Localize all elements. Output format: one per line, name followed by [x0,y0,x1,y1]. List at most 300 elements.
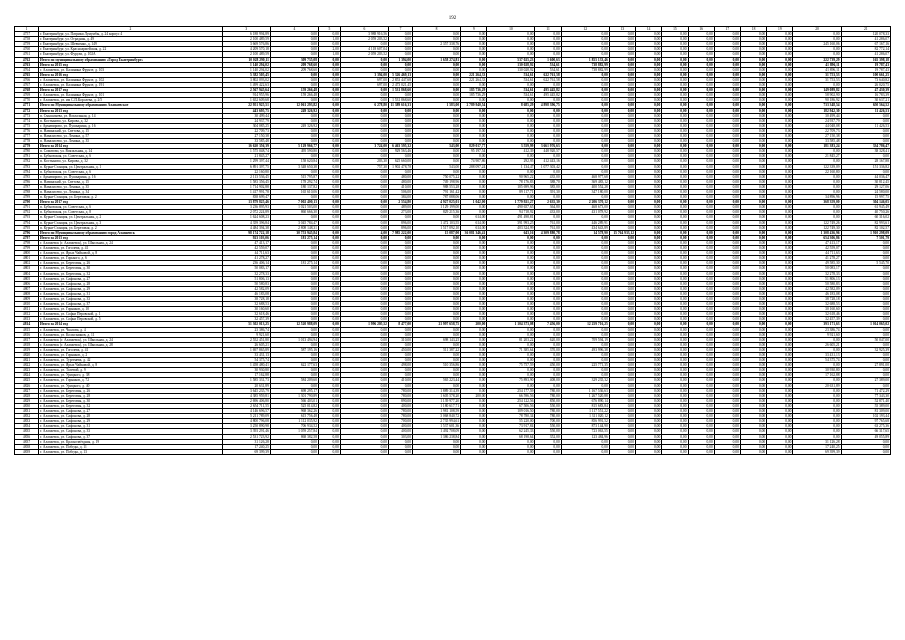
amount-cell: 543,00 [413,144,461,149]
amount-cell: 625 660,00 [388,159,412,164]
amount-cell: 0,00 [740,184,766,189]
address-cell: г. Алапаевск, ул. Сафонова, д. 28 [39,414,223,419]
amount-cell: 30 930,80 [222,368,270,373]
amount-cell: 0,00 [340,235,388,240]
address-cell: г. Алапаевск, ул. Береговая, д. 28 [39,393,223,398]
amount-cell: 0,00 [688,57,714,62]
amount-cell: 0,00 [714,409,740,414]
address-cell: г. Алапаевск, ул. Сафонова, д. 37 [39,434,223,439]
amount-cell: 0,00 [740,342,766,347]
amount-cell: 0,00 [413,128,461,133]
amount-cell: 0,00 [841,169,890,174]
amount-cell: 0,00 [688,419,714,424]
amount-cell: 0,00 [636,215,662,220]
amount-cell: 0,00 [714,378,740,383]
amount-cell: 0,00 [662,67,688,72]
row-number-cell: 4762 [15,57,39,62]
amount-cell: 0,00 [636,266,662,271]
amount-cell: 0,00 [318,403,340,408]
amount-cell: 0,00 [714,190,740,195]
amount-cell: 0,00 [767,47,793,52]
amount-cell: 0,00 [767,220,793,225]
amount-cell: 0,00 [636,347,662,352]
amount-cell: 0,00 [662,409,688,414]
address-cell: п. Соматово, ул. Вокзальная, д. 14 [39,149,223,154]
amount-cell: 32 457,39 [222,317,270,322]
amount-cell: 0,00 [714,342,740,347]
amount-cell: 0,00 [636,169,662,174]
amount-cell: 4 385 959,81 [222,393,270,398]
amount-cell: 1 417 991,78 [222,190,270,195]
amount-cell: 400,00 [388,429,412,434]
amount-cell: 0,00 [461,179,487,184]
amount-cell: 0,00 [662,276,688,281]
amount-cell: 1 140 294,02 [222,67,270,72]
amount-cell: 1 531 868,60 [388,88,412,93]
amount-cell: 0,00 [767,118,793,123]
amount-cell: 0,00 [487,342,535,347]
amount-cell: 0,00 [318,327,340,332]
amount-cell: 0,00 [340,42,388,47]
amount-cell: 0,00 [535,169,561,174]
amount-cell: 0,00 [688,281,714,286]
amount-cell: 0,00 [662,424,688,429]
row-number-cell: 4760 [15,47,39,52]
amount-cell: 0,00 [662,88,688,93]
amount-cell: 0,00 [388,266,412,271]
amount-cell: 0,00 [841,296,890,301]
amount-cell: 0,00 [461,434,487,439]
amount-cell: 0,00 [636,271,662,276]
amount-cell: 27 389,00 [841,378,890,383]
amount-cell: 968 362,26 [270,409,318,414]
row-number-cell: 4809 [15,296,39,301]
amount-cell: 0,00 [270,332,318,337]
amount-cell: 0,00 [535,281,561,286]
amount-cell: 0,00 [318,240,340,245]
amount-cell: 0,00 [413,77,461,82]
address-cell: п. Курьи-Станция, ул. Березовая, д. 2 [39,225,223,230]
amount-cell: 0,00 [688,414,714,419]
amount-cell: 0,00 [609,444,635,449]
amount-cell: 0,00 [561,251,609,256]
row-number-cell: 4829 [15,398,39,403]
amount-cell: 0,00 [561,317,609,322]
amount-cell: 0,00 [688,47,714,52]
amount-cell: 0,00 [714,103,740,108]
amount-cell: 30 930,80 [793,368,841,373]
amount-cell: 0,00 [662,403,688,408]
amount-cell: 0,00 [688,296,714,301]
amount-cell: 5 545,70 [841,261,890,266]
amount-cell: 0,00 [662,103,688,108]
column-number-cell: 16 [688,27,714,32]
amount-cell: 5 211 789,09 [222,414,270,419]
amount-cell: 0,00 [740,190,766,195]
amount-cell: 0,00 [767,205,793,210]
amount-cell: 0,00 [740,322,766,327]
amount-cell: 0,00 [714,373,740,378]
row-number-cell: 4757 [15,32,39,37]
row-number-cell: 4790 [15,200,39,205]
amount-cell: 3 669 576,86 [222,42,270,47]
amount-cell: 780,00 [388,388,412,393]
amount-cell: 0,00 [636,373,662,378]
amount-cell: 185 736,29 [461,93,487,98]
amount-cell: 0,00 [535,215,561,220]
amount-cell: 0,00 [688,449,714,454]
amount-cell: 0,00 [714,291,740,296]
amount-cell: 0,00 [841,439,890,444]
amount-cell: 0,00 [561,215,609,220]
amount-cell: 0,00 [340,439,388,444]
amount-cell: 5 129 966,77 [270,144,318,149]
row-number-cell: 4814 [15,322,39,327]
amount-cell: 0,00 [662,317,688,322]
amount-cell: 0,00 [636,32,662,37]
amount-cell: 3 988 916,56 [340,32,388,37]
amount-cell: 0,00 [688,169,714,174]
amount-cell: 51 806,13 [793,276,841,281]
amount-cell: 443 695,75 [222,108,270,113]
amount-cell: 0,00 [609,261,635,266]
amount-cell: 3 250 890,98 [222,424,270,429]
amount-cell: 0,00 [841,281,890,286]
amount-cell: 0,00 [461,195,487,200]
amount-cell: 0,00 [714,256,740,261]
amount-cell: 0,00 [767,83,793,88]
amount-cell: 0,00 [636,225,662,230]
amount-cell: 0,00 [609,149,635,154]
column-number-cell: 1 [15,27,39,32]
amount-cell: 0,00 [714,271,740,276]
amount-cell: 0,00 [636,98,662,103]
amount-cell: 0,00 [388,154,412,159]
amount-cell: 27 150,38 [793,133,841,138]
amount-cell: 0,00 [270,83,318,88]
amount-cell: 0,00 [535,83,561,88]
amount-cell: 0,00 [609,322,635,327]
amount-cell: 1 299 397,44 [222,159,270,164]
amount-cell: 50 580,83 [793,281,841,286]
amount-cell: 0,00 [318,368,340,373]
amount-cell: 0,00 [270,327,318,332]
amount-cell: 31 126,28 [222,439,270,444]
amount-cell: 0,00 [767,286,793,291]
amount-cell: 0,00 [662,179,688,184]
amount-cell: 0,00 [340,429,388,434]
amount-cell: 0,00 [609,373,635,378]
amount-cell: 0,00 [688,93,714,98]
amount-cell: 7 501,79 [841,235,890,240]
amount-cell: 1 112 035,92 [270,419,318,424]
amount-cell: 0,00 [609,266,635,271]
amount-cell: 31 753,53 [793,77,841,82]
amount-cell: 0,00 [714,358,740,363]
amount-cell: 0,00 [318,103,340,108]
amount-cell: 433,00 [535,210,561,215]
amount-cell: 0,00 [318,337,340,342]
amount-cell: 364,80 [535,205,561,210]
amount-cell: 1 910 298,09 [841,230,890,235]
amount-cell: 32 688,53 [793,302,841,307]
amount-cell: 31 126,28 [793,439,841,444]
amount-cell: 400 552,28 [561,184,609,189]
amount-cell: 815 683,84 [561,403,609,408]
amount-cell: 0,00 [318,449,340,454]
data-table [14,26,891,455]
amount-cell: 309 735,08 [270,57,318,62]
amount-cell: 0,00 [767,62,793,67]
amount-cell: 738 882,99 [561,62,609,67]
amount-cell: 0,00 [609,347,635,352]
amount-cell: 0,00 [561,261,609,266]
amount-cell: 0,00 [767,103,793,108]
amount-cell: 0,00 [388,32,412,37]
row-number-cell: 4806 [15,281,39,286]
amount-cell: 0,00 [340,296,388,301]
amount-cell: 0,00 [636,383,662,388]
amount-cell: 0,00 [609,353,635,358]
amount-cell: 0,00 [688,246,714,251]
amount-cell: 27 891,00 [841,363,890,368]
amount-cell: 0,00 [461,347,487,352]
amount-cell: 0,00 [662,444,688,449]
row-number-cell: 4775 [15,123,39,128]
amount-cell: 1 140 294,02 [222,62,270,67]
amount-cell: 0,00 [841,373,890,378]
amount-cell: 0,00 [740,83,766,88]
amount-cell: 0,00 [740,72,766,77]
amount-cell: 0,00 [636,133,662,138]
row-number-cell: 4780 [15,149,39,154]
amount-cell: 0,00 [636,434,662,439]
row-number-cell: 4794 [15,220,39,225]
amount-cell: 0,00 [535,128,561,133]
amount-cell: 0,00 [318,424,340,429]
amount-cell: 0,00 [714,32,740,37]
amount-cell: 22 709,73 [793,128,841,133]
amount-cell: 0,00 [461,332,487,337]
amount-cell: 1 658 274,81 [413,57,461,62]
amount-cell: 0,00 [714,419,740,424]
amount-cell: 0,00 [461,337,487,342]
amount-cell: 0,00 [740,149,766,154]
amount-cell: 489,00 [388,205,412,210]
amount-cell: 0,00 [388,271,412,276]
amount-cell: 0,00 [662,215,688,220]
amount-cell: 0,00 [662,296,688,301]
amount-cell: 0,00 [535,307,561,312]
amount-cell: 0,00 [714,47,740,52]
amount-cell: 0,00 [688,368,714,373]
amount-cell: 0,00 [561,296,609,301]
amount-cell: 0,00 [767,444,793,449]
amount-cell: 0,00 [340,327,388,332]
amount-cell: 0,00 [688,225,714,230]
amount-cell: 0,00 [461,409,487,414]
amount-cell: 0,00 [487,444,535,449]
amount-cell: 0,00 [609,327,635,332]
amount-cell: 0,00 [841,128,890,133]
amount-cell: 97 765,68 [841,419,890,424]
address-cell: г. Екатеринбург, ул. Красноармейская, д. 22 [39,47,223,52]
amount-cell: 0,00 [561,373,609,378]
amount-cell: 1 902 478,78 [388,164,412,169]
amount-cell: 0,00 [740,88,766,93]
amount-cell: 0,00 [714,327,740,332]
amount-cell: 61 945,49 [841,205,890,210]
amount-cell: 0,00 [270,118,318,123]
amount-cell: 0,00 [740,353,766,358]
amount-cell: 0,00 [740,210,766,215]
amount-cell: 209 768,60 [270,62,318,67]
amount-cell: 0,00 [688,261,714,266]
amount-cell: 0,00 [740,368,766,373]
amount-cell: 0,00 [740,388,766,393]
amount-cell: 1 583,00 [413,103,461,108]
row-number-cell: 4769 [15,93,39,98]
amount-cell: 52 871,40 [841,398,890,403]
amount-cell: 0,00 [740,291,766,296]
amount-cell: 0,00 [461,128,487,133]
amount-cell: 0,00 [270,368,318,373]
amount-cell: 12 259 716,25 [561,322,609,327]
amount-cell: 0,00 [461,281,487,286]
amount-cell: 0,00 [714,220,740,225]
amount-cell: 0,00 [662,251,688,256]
amount-cell: 0,00 [487,235,535,240]
amount-cell: 0,00 [318,195,340,200]
amount-cell: 0,00 [662,113,688,118]
amount-cell: 0,00 [461,419,487,424]
amount-cell: 0,00 [388,133,412,138]
amount-cell: 90 965,22 [487,174,535,179]
amount-cell: 0,00 [270,276,318,281]
amount-cell: 1 575 048,74 [222,149,270,154]
amount-cell: 0,00 [688,373,714,378]
amount-cell: 0,00 [688,184,714,189]
amount-cell: 0,00 [688,383,714,388]
amount-cell: 0,00 [841,302,890,307]
row-number-cell: 4798 [15,240,39,245]
amount-cell: 0,00 [636,149,662,154]
amount-cell: 0,00 [487,123,535,128]
amount-cell: 0,00 [487,332,535,337]
amount-cell: 0,00 [714,230,740,235]
amount-cell: 0,00 [270,77,318,82]
amount-cell: 38 728,18 [793,296,841,301]
amount-cell: 393 171,63 [793,322,841,327]
amount-cell: 0,00 [561,149,609,154]
amount-cell: 0,00 [636,419,662,424]
row-number-cell: 4822 [15,363,39,368]
amount-cell: 0,00 [662,72,688,77]
amount-cell: 0,00 [688,286,714,291]
amount-cell: 2 072 224,89 [222,210,270,215]
amount-cell: 0,00 [535,332,561,337]
amount-cell: 0,00 [318,225,340,230]
amount-cell: 0,00 [535,302,561,307]
amount-cell: 750 075,22 [413,174,461,179]
address-cell: г. Алапаевск, ул. Ярых Чайковой, д. 8 [39,363,223,368]
amount-cell: 0,00 [487,296,535,301]
amount-cell: 0,00 [413,93,461,98]
amount-cell: 44 036,47 [841,174,890,179]
amount-cell: 0,00 [714,393,740,398]
amount-cell: 0,00 [662,281,688,286]
amount-cell: 0,00 [714,383,740,388]
amount-cell: 0,00 [767,312,793,317]
amount-cell: 0,00 [662,98,688,103]
amount-cell: 0,00 [340,93,388,98]
amount-cell: 185 736,29 [461,88,487,93]
amount-cell: 0,00 [340,342,388,347]
amount-cell: 11 426,53 [841,123,890,128]
amount-cell: 0,00 [535,37,561,42]
amount-cell: 0,00 [662,200,688,205]
amount-cell: 0,00 [609,393,635,398]
amount-cell: 4 309 880,78 [535,230,561,235]
row-number-cell: 4797 [15,235,39,240]
amount-cell: 0,00 [714,424,740,429]
amount-cell: 0,00 [688,88,714,93]
amount-cell: 0,00 [609,296,635,301]
amount-cell: 0,00 [636,103,662,108]
amount-cell: 0,00 [561,118,609,123]
amount-cell: 67 506,56 [487,403,535,408]
amount-cell: 0,00 [793,215,841,220]
amount-cell: 0,00 [714,266,740,271]
address-cell: Итого за 2014 год [39,322,223,327]
amount-cell: 3 724,00 [340,144,388,149]
amount-cell: 0,00 [340,383,388,388]
amount-cell: 0,00 [793,159,841,164]
amount-cell: 0,00 [318,88,340,93]
amount-cell: 0,00 [767,347,793,352]
amount-cell: 0,00 [413,439,461,444]
amount-cell: 495 445,82 [535,93,561,98]
row-number-cell: 4824 [15,373,39,378]
amount-cell: 0,00 [388,353,412,358]
address-cell: п. Навалисево, ул. Ленина, д. 57 [39,133,223,138]
amount-cell: 0,00 [318,190,340,195]
amount-cell: 0,00 [688,342,714,347]
amount-cell: 0,00 [270,449,318,454]
amount-cell: 654 306,86 [793,235,841,240]
amount-cell: 0,00 [487,98,535,103]
amount-cell: 0,00 [318,149,340,154]
amount-cell: 0,00 [561,286,609,291]
amount-cell: 209 768,60 [270,67,318,72]
amount-cell: 0,00 [270,286,318,291]
amount-cell: 622 761,58 [535,77,561,82]
amount-cell: 0,00 [388,246,412,251]
amount-cell: 0,00 [270,195,318,200]
amount-cell: 60 316,02 [841,215,890,220]
amount-cell: 30 637,21 [841,98,890,103]
amount-cell: 0,00 [609,154,635,159]
amount-cell: 0,00 [487,139,535,144]
amount-cell: 0,00 [270,312,318,317]
amount-cell: 0,00 [609,210,635,215]
amount-cell: 0,00 [662,174,688,179]
amount-cell: 873 144,90 [561,424,609,429]
amount-cell: 1 129 199,00 [413,205,461,210]
amount-cell: 9 921,60 [793,332,841,337]
amount-cell: 1,00 [318,52,340,57]
amount-cell: 0,00 [740,286,766,291]
